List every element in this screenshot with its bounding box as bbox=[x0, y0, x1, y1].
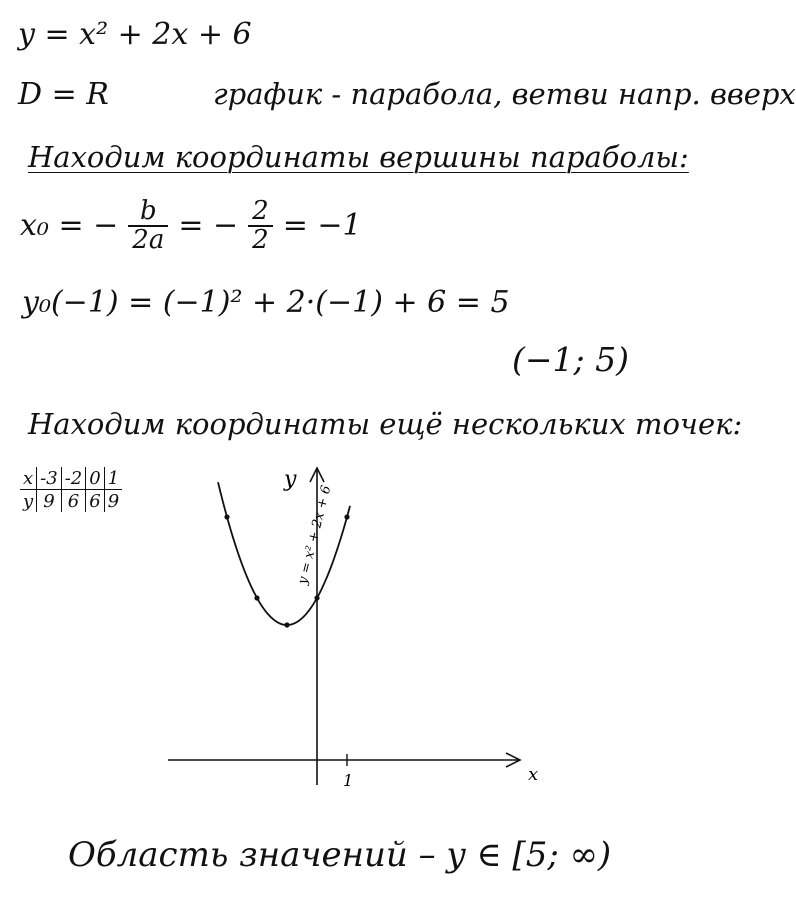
table-cell: 1 bbox=[104, 467, 122, 490]
data-point bbox=[314, 595, 319, 600]
data-point bbox=[254, 595, 259, 600]
fraction-denominator-2: 2 bbox=[248, 225, 273, 254]
x-tick-label: 1 bbox=[343, 771, 354, 790]
find-vertex-text: Находим координаты вершины параболы: bbox=[28, 140, 689, 174]
fraction-numerator-b: b bbox=[139, 196, 157, 226]
table-row-y bbox=[20, 490, 122, 513]
data-point bbox=[284, 622, 289, 627]
x0-mid: = − bbox=[178, 208, 239, 244]
plotted-points bbox=[224, 514, 349, 627]
data-point bbox=[344, 514, 349, 519]
y-axis-label: y bbox=[284, 467, 297, 492]
table-header-y: y bbox=[23, 490, 34, 512]
domain-text: D = R bbox=[18, 77, 109, 112]
data-point bbox=[224, 514, 229, 519]
y0-computation: y₀(−1) = (−1)² + 2·(−1) + 6 = 5 bbox=[22, 285, 510, 320]
table-header-x: x bbox=[20, 467, 37, 490]
table-cell: 6 bbox=[86, 490, 104, 513]
x0-result: = −1 bbox=[282, 208, 362, 244]
range-statement: Область значений – y ∈ [5; ∞) bbox=[68, 835, 612, 875]
domain-line bbox=[18, 77, 796, 112]
table-cell: -3 bbox=[37, 467, 62, 490]
fraction-numerator-2: 2 bbox=[252, 196, 269, 226]
curve-label: y = x² + 2x + 6 bbox=[295, 484, 335, 586]
fraction-denominator-2a: 2a bbox=[128, 225, 168, 254]
parabola-note: график - парабола, ветви напр. вверх bbox=[213, 77, 796, 111]
table-cell: 0 bbox=[86, 467, 104, 490]
function-definition: y = x² + 2x + 6 bbox=[18, 17, 252, 52]
table-row-x bbox=[20, 467, 122, 490]
b-over-2a-fraction bbox=[128, 198, 168, 255]
two-over-two-fraction bbox=[248, 198, 273, 255]
x0-formula bbox=[20, 198, 362, 255]
table-cell: -2 bbox=[61, 467, 86, 490]
find-points-heading: Находим координаты ещё нескольких точек: bbox=[28, 407, 743, 441]
table-cell: 6 bbox=[61, 490, 86, 513]
find-vertex-heading bbox=[28, 140, 689, 174]
parabola-graph bbox=[150, 440, 550, 810]
x-axis-label: x bbox=[528, 764, 539, 785]
table-cell: 9 bbox=[37, 490, 62, 513]
vertex-coordinates: (−1; 5) bbox=[512, 340, 629, 379]
values-table bbox=[20, 467, 122, 512]
x0-lhs: x₀ = − bbox=[20, 208, 119, 244]
table-cell: 9 bbox=[104, 490, 122, 513]
